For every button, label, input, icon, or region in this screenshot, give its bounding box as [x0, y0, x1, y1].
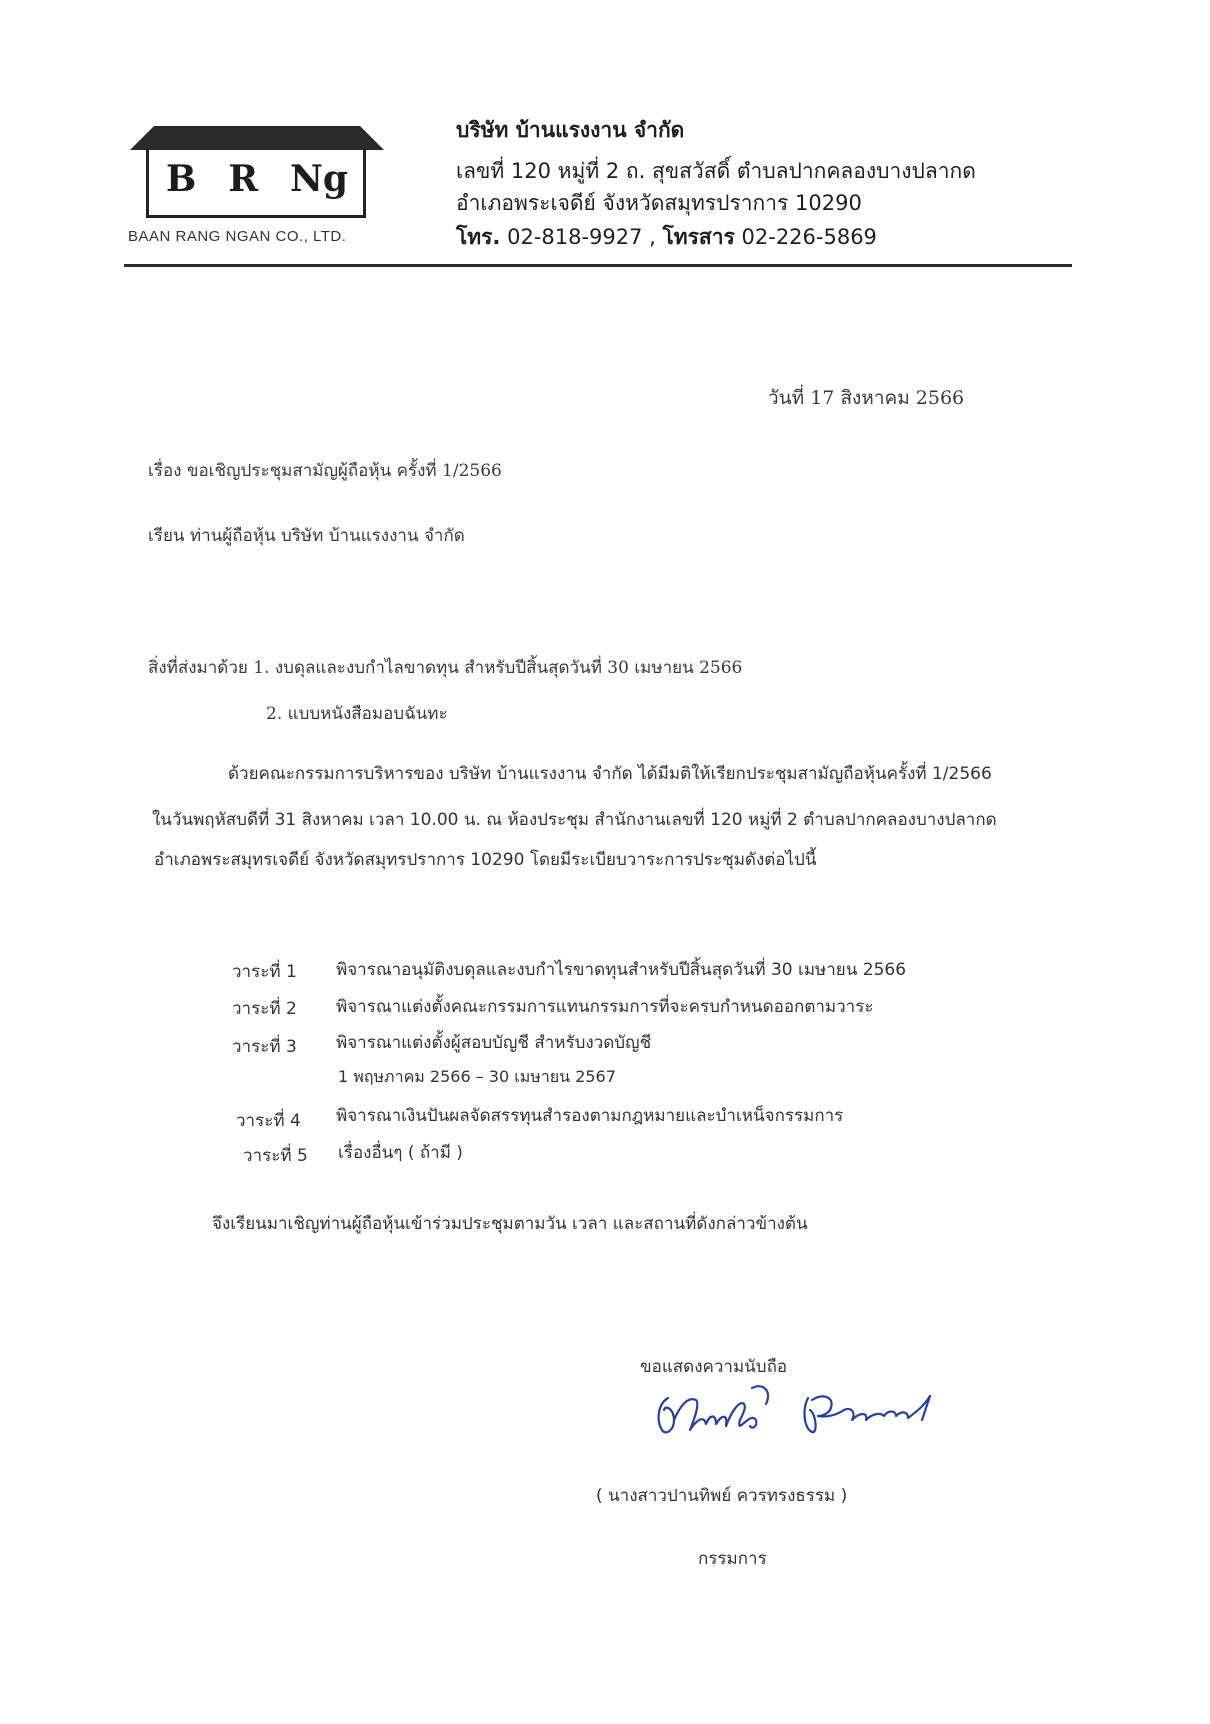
- handwritten-signature: [640, 1370, 1040, 1460]
- header-divider: [124, 264, 1072, 267]
- contact-line: [456, 221, 877, 254]
- agenda-number: วาระที่ 3: [232, 1037, 297, 1057]
- closing-sentence: จึงเรียนมาเชิญท่านผู้ถือหุ้นเข้าร่วมประชุมตามวัน เวลา และสถานที่ดังกล่าวข้างต้น: [212, 1214, 808, 1234]
- agenda-item-text: พิจารณาแต่งตั้งผู้สอบบัญชี สำหรับงวดบัญชี: [336, 1033, 652, 1053]
- agenda-number: วาระที่ 4: [236, 1111, 301, 1131]
- body-paragraph-line-1: ด้วยคณะกรรมการบริหารของ บริษัท บ้านแรงงาน จำกัด ได้มีมติให้เรียกประชุมสามัญถือหุ้นครั้งที่ 1/2566: [228, 764, 992, 784]
- company-name-english: BAAN RANG NGAN CO., LTD.: [128, 228, 347, 245]
- logo-letter: R: [228, 158, 259, 200]
- agenda-number: วาระที่ 1: [232, 962, 297, 982]
- body-paragraph-line-3: อำเภอพระสมุทรเจดีย์ จังหวัดสมุทรปราการ 10290 โดยมีระเบียบวาระการประชุมดังต่อไปนี้: [154, 850, 817, 870]
- agenda-number: วาระที่ 2: [232, 999, 297, 1019]
- enclosure-item-2: 2. แบบหนังสือมอบฉันทะ: [266, 704, 448, 724]
- letter-date: วันที่ 17 สิงหาคม 2566: [768, 387, 965, 409]
- address-line-2: อำเภอพระเจดีย์ จังหวัดสมุทรปราการ 10290: [456, 191, 862, 215]
- agenda-item-text: พิจารณาแต่งตั้งคณะกรรมการแทนกรรมการที่จะครบกำหนดออกตามวาระ: [336, 997, 874, 1017]
- address-line-1: เลขที่ 120 หมู่ที่ 2 ถ. สุขสวัสดิ์ ตำบลปากคลองบางปลากด: [456, 159, 976, 183]
- logo-letter: B: [165, 158, 197, 200]
- letter-addressee: เรียน ท่านผู้ถือหุ้น บริษัท บ้านแรงงาน จำกัด: [148, 526, 465, 546]
- company-logo: [150, 158, 364, 200]
- body-paragraph-line-2: ในวันพฤหัสบดีที่ 31 สิงหาคม เวลา 10.00 น. ณ ห้องประชุม สำนักงานเลขที่ 120 หมู่ที่ 2 ตำบลปากคลองบางปลากด: [152, 810, 997, 830]
- fax-label: โทรสาร: [662, 225, 735, 249]
- agenda-item-text: พิจารณาเงินปันผลจัดสรรทุนสำรองตามกฎหมายและบำเหน็จกรรมการ: [336, 1106, 844, 1126]
- phone-label: โทร.: [456, 225, 501, 249]
- logo-roof-graphic: [130, 120, 384, 150]
- agenda-item-text: พิจารณาอนุมัติงบดุลและงบกำไรขาดทุนสำหรับปีสิ้นสุดวันที่ 30 เมษายน 2566: [336, 960, 907, 980]
- agenda-item-period: 1 พฤษภาคม 2566 – 30 เมษายน 2567: [338, 1067, 616, 1086]
- letter-subject: เรื่อง ขอเชิญประชุมสามัญผู้ถือหุ้น ครั้งที่ 1/2566: [148, 461, 502, 481]
- agenda-number: วาระที่ 5: [243, 1146, 308, 1166]
- complimentary-close: ขอแสดงความนับถือ: [640, 1357, 788, 1377]
- signer-title: กรรมการ: [698, 1549, 767, 1569]
- phone-number: 02-818-9927 ,: [507, 225, 656, 249]
- signer-name: ( นางสาวปานทิพย์ ควรทรงธรรม ): [596, 1486, 848, 1506]
- fax-number: 02-226-5869: [741, 225, 877, 249]
- enclosure-item-1: สิ่งที่ส่งมาด้วย 1. งบดุลและงบกำไลขาดทุน สำหรับปีสิ้นสุดวันที่ 30 เมษายน 2566: [148, 658, 743, 678]
- agenda-item-text: เรื่องอื่นๆ ( ถ้ามี ): [338, 1143, 463, 1163]
- logo-letter: Ng: [289, 158, 349, 200]
- company-name: บริษัท บ้านแรงงาน จำกัด: [456, 118, 685, 142]
